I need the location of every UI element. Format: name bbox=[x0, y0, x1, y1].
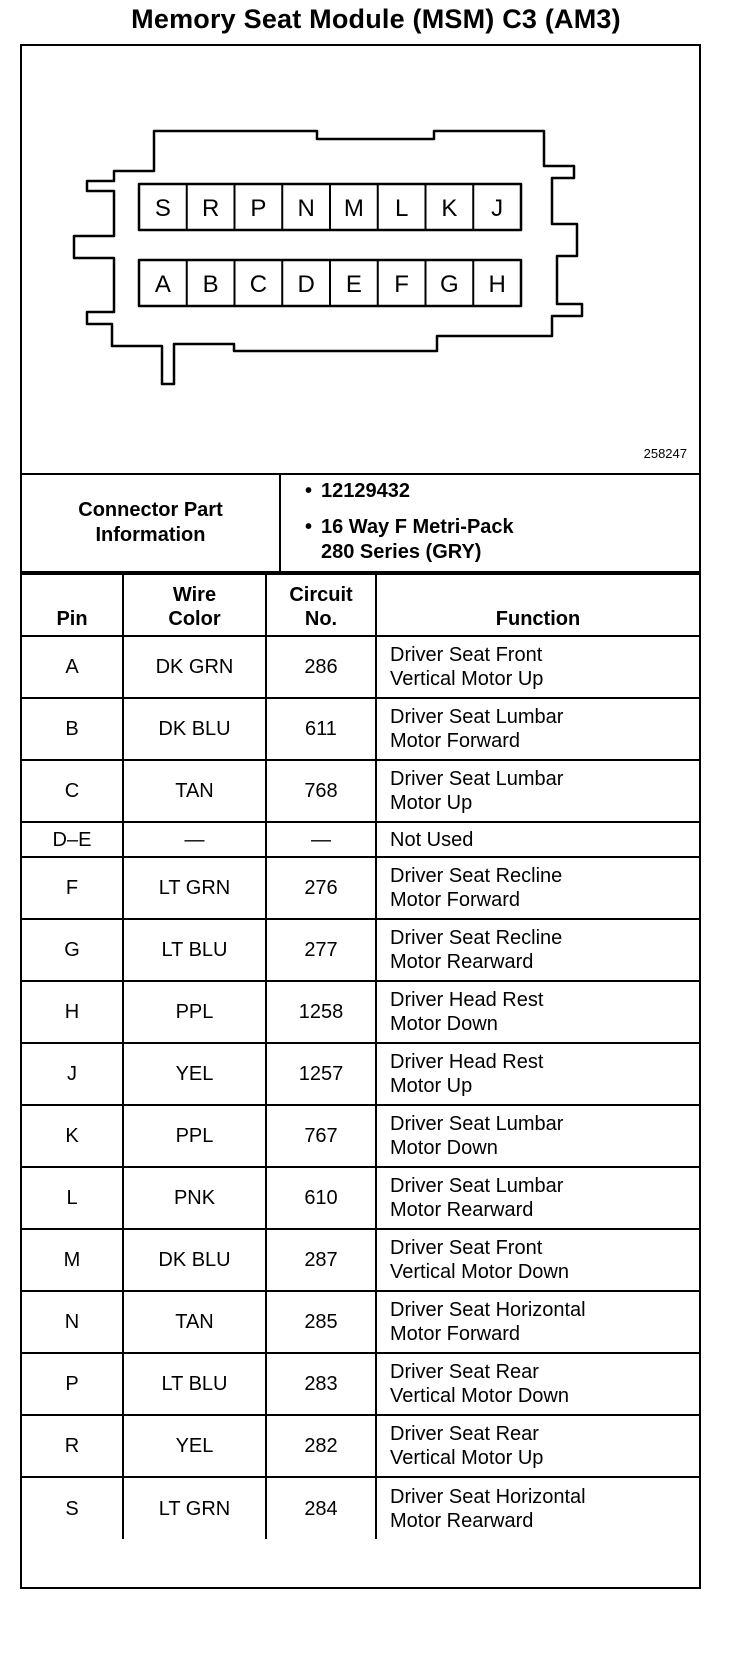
pin-label-a: A bbox=[154, 271, 171, 298]
cell-function bbox=[376, 1229, 699, 1291]
cell-pin: K bbox=[22, 1105, 123, 1167]
cell-function bbox=[376, 919, 699, 981]
cell-circuit: 610 bbox=[266, 1167, 376, 1229]
cell-circuit: — bbox=[266, 822, 376, 857]
function-line2: Vertical Motor Down bbox=[390, 1385, 569, 1407]
function-line1: Driver Seat Horizontal bbox=[390, 1485, 586, 1508]
pin-label-b: B bbox=[202, 271, 219, 298]
function-line2: Motor Down bbox=[390, 1013, 498, 1035]
cell-pin: N bbox=[22, 1291, 123, 1353]
function-line2: Motor Up bbox=[390, 1075, 473, 1097]
table-row bbox=[22, 1477, 699, 1539]
header-circuit-no: Circuit No. bbox=[266, 574, 376, 636]
function-line1: Driver Seat Recline bbox=[390, 927, 563, 949]
cell-function bbox=[376, 822, 699, 857]
function-line2: Motor Rearward bbox=[390, 1509, 534, 1532]
pin-cells bbox=[155, 184, 506, 306]
cell-circuit: 1258 bbox=[266, 981, 376, 1043]
function-line1: Driver Head Rest bbox=[390, 1051, 544, 1073]
pin-label-c: C bbox=[249, 271, 268, 298]
function-line2: Motor Down bbox=[390, 1137, 498, 1159]
connector-face-drawing bbox=[22, 46, 699, 473]
cell-function bbox=[376, 1415, 699, 1477]
table-row bbox=[22, 1353, 699, 1415]
pin-label-l: L bbox=[394, 195, 409, 222]
header-wire-color: Wire Color bbox=[123, 574, 266, 636]
table-row bbox=[22, 822, 699, 857]
cell-circuit: 284 bbox=[266, 1477, 376, 1539]
pin-label-f: F bbox=[394, 271, 409, 298]
function-line2: Vertical Motor Up bbox=[390, 1447, 544, 1469]
cell-wire-color: LT GRN bbox=[123, 1477, 266, 1539]
table-row bbox=[22, 981, 699, 1043]
function-line2: Vertical Motor Down bbox=[390, 1261, 569, 1283]
part-info-label-line1: Connector Part bbox=[78, 499, 223, 521]
cell-wire-color: YEL bbox=[123, 1415, 266, 1477]
function-line1: Driver Seat Recline bbox=[390, 865, 563, 887]
connector-diagram bbox=[22, 46, 699, 475]
pin-label-r: R bbox=[201, 195, 220, 222]
cell-pin: A bbox=[22, 636, 123, 698]
function-line1: Driver Seat Rear bbox=[390, 1423, 539, 1445]
table-row bbox=[22, 1043, 699, 1105]
table-row bbox=[22, 760, 699, 822]
pin-label-e: E bbox=[345, 271, 362, 298]
cell-function bbox=[376, 636, 699, 698]
bullet-icon: • bbox=[305, 480, 313, 502]
cell-wire-color: DK GRN bbox=[123, 636, 266, 698]
cell-function bbox=[376, 1291, 699, 1353]
cell-wire-color: DK BLU bbox=[123, 698, 266, 760]
table-row bbox=[22, 1105, 699, 1167]
function-line1: Driver Seat Lumbar bbox=[390, 706, 564, 728]
connector-type-item bbox=[305, 515, 514, 565]
connector-type-line2: 280 Series (GRY) bbox=[321, 541, 482, 563]
cell-circuit: 283 bbox=[266, 1353, 376, 1415]
function-line2: Vertical Motor Up bbox=[390, 668, 544, 690]
cell-circuit: 282 bbox=[266, 1415, 376, 1477]
table-row bbox=[22, 1229, 699, 1291]
function-line2: Motor Forward bbox=[390, 1323, 521, 1345]
connector-type-line1: 16 Way F Metri-Pack bbox=[321, 516, 514, 538]
table-row bbox=[22, 636, 699, 698]
function-line1: Driver Seat Lumbar bbox=[390, 1175, 564, 1197]
table-header-row bbox=[22, 574, 699, 636]
cell-circuit: 277 bbox=[266, 919, 376, 981]
pin-label-g: G bbox=[440, 271, 459, 298]
function-line1: Not Used bbox=[390, 828, 474, 851]
cell-function bbox=[376, 981, 699, 1043]
cell-pin: F bbox=[22, 857, 123, 919]
cell-wire-color: TAN bbox=[123, 1291, 266, 1353]
function-line2: Motor Up bbox=[390, 792, 473, 814]
connector-sheet bbox=[20, 44, 701, 1589]
function-line1: Driver Seat Horizontal bbox=[390, 1299, 586, 1321]
connector-housing-outline bbox=[74, 131, 582, 384]
cell-pin: H bbox=[22, 981, 123, 1043]
part-info-label-line2: Information bbox=[95, 524, 206, 546]
cell-circuit: 285 bbox=[266, 1291, 376, 1353]
cell-circuit: 611 bbox=[266, 698, 376, 760]
cell-circuit: 767 bbox=[266, 1105, 376, 1167]
cell-pin: S bbox=[22, 1477, 123, 1539]
pin-label-h: H bbox=[488, 271, 506, 298]
page-title: Memory Seat Module (MSM) C3 (AM3) bbox=[131, 4, 621, 34]
cell-circuit: 276 bbox=[266, 857, 376, 919]
header-function: Function bbox=[376, 574, 699, 636]
pin-label-m: M bbox=[343, 195, 364, 222]
pin-label-d: D bbox=[297, 271, 315, 298]
cell-wire-color: DK BLU bbox=[123, 1229, 266, 1291]
function-line1: Driver Seat Rear bbox=[390, 1361, 539, 1383]
cell-wire-color: PNK bbox=[123, 1167, 266, 1229]
cell-wire-color: LT GRN bbox=[123, 857, 266, 919]
function-line1: Driver Seat Lumbar bbox=[390, 1113, 564, 1135]
part-info-label bbox=[22, 475, 281, 571]
function-line2: Motor Rearward bbox=[390, 1199, 534, 1221]
table-row bbox=[22, 698, 699, 760]
cell-pin: P bbox=[22, 1353, 123, 1415]
table-row bbox=[22, 1291, 699, 1353]
bullet-icon: • bbox=[305, 516, 313, 538]
cell-pin: R bbox=[22, 1415, 123, 1477]
cell-pin: B bbox=[22, 698, 123, 760]
cell-pin: M bbox=[22, 1229, 123, 1291]
cell-pin: G bbox=[22, 919, 123, 981]
cell-function bbox=[376, 1477, 699, 1539]
cell-pin: L bbox=[22, 1167, 123, 1229]
cell-circuit: 768 bbox=[266, 760, 376, 822]
table-row bbox=[22, 919, 699, 981]
function-line2: Motor Forward bbox=[390, 889, 521, 911]
cell-wire-color: YEL bbox=[123, 1043, 266, 1105]
function-line1: Driver Seat Front bbox=[390, 644, 543, 666]
table-row bbox=[22, 1415, 699, 1477]
cell-pin: J bbox=[22, 1043, 123, 1105]
pin-label-p: P bbox=[250, 195, 267, 222]
cell-function bbox=[376, 1105, 699, 1167]
function-line2: Motor Rearward bbox=[390, 951, 534, 973]
pin-label-k: K bbox=[441, 195, 458, 222]
cell-wire-color: LT BLU bbox=[123, 1353, 266, 1415]
table-row bbox=[22, 857, 699, 919]
pinout-table bbox=[22, 573, 699, 1539]
pin-label-s: S bbox=[154, 195, 171, 222]
cell-pin: C bbox=[22, 760, 123, 822]
cell-function bbox=[376, 1167, 699, 1229]
part-number: 12129432 bbox=[321, 480, 410, 502]
table-row bbox=[22, 1167, 699, 1229]
function-line2: Motor Forward bbox=[390, 730, 521, 752]
cell-wire-color: TAN bbox=[123, 760, 266, 822]
pin-label-j: J bbox=[491, 195, 504, 222]
cell-wire-color: LT BLU bbox=[123, 919, 266, 981]
cell-function bbox=[376, 857, 699, 919]
cell-circuit: 1257 bbox=[266, 1043, 376, 1105]
cell-function bbox=[376, 1043, 699, 1105]
cell-function bbox=[376, 760, 699, 822]
part-info-values bbox=[281, 475, 699, 571]
function-line1: Driver Head Rest bbox=[390, 989, 544, 1011]
cell-wire-color: PPL bbox=[123, 981, 266, 1043]
connector-part-information bbox=[22, 475, 699, 573]
cell-wire-color: — bbox=[123, 822, 266, 857]
cell-circuit: 286 bbox=[266, 636, 376, 698]
function-line1: Driver Seat Lumbar bbox=[390, 768, 564, 790]
cell-function bbox=[376, 698, 699, 760]
header-pin: Pin bbox=[22, 574, 123, 636]
figure-number: 258247 bbox=[643, 446, 687, 461]
part-number-item bbox=[305, 479, 410, 504]
function-line1: Driver Seat Front bbox=[390, 1237, 543, 1259]
cell-pin: D–E bbox=[22, 822, 123, 857]
pin-label-n: N bbox=[297, 195, 315, 222]
cell-circuit: 287 bbox=[266, 1229, 376, 1291]
cell-wire-color: PPL bbox=[123, 1105, 266, 1167]
cell-function bbox=[376, 1353, 699, 1415]
